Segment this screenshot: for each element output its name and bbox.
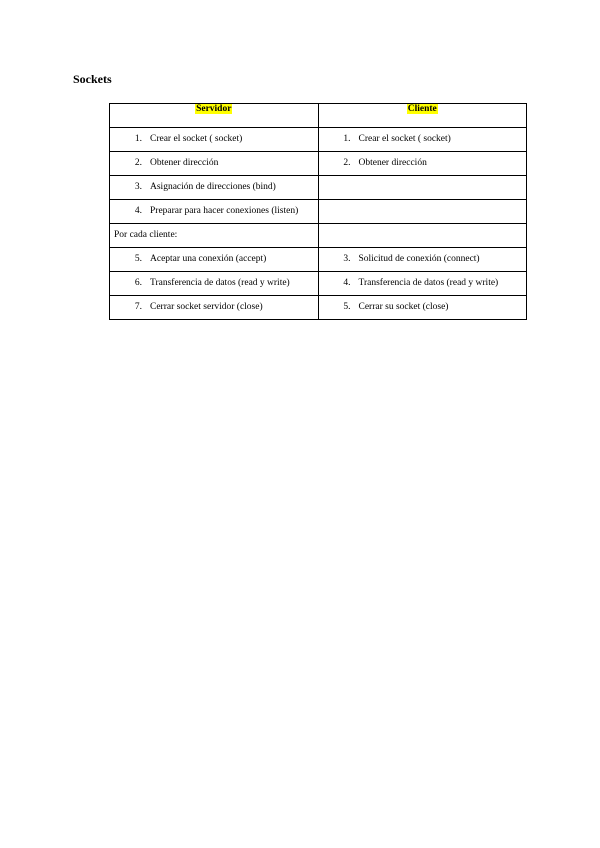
item-text: Crear el socket ( socket) — [358, 134, 451, 144]
server-cell — [110, 272, 319, 296]
item-number: 2. — [134, 158, 142, 168]
header-client-label: Cliente — [407, 104, 437, 114]
item-number: 2. — [343, 158, 351, 168]
table-row — [110, 248, 527, 272]
item-number: 1. — [343, 134, 351, 144]
item-number: 4. — [134, 206, 142, 216]
per-client-note: Por cada cliente: — [114, 230, 178, 240]
header-server-label: Servidor — [196, 104, 232, 114]
item-number: 7. — [134, 302, 142, 312]
client-cell — [318, 248, 527, 272]
item-number: 3. — [343, 254, 351, 264]
item-text: Cerrar su socket (close) — [358, 302, 449, 312]
item-number: 4. — [343, 278, 351, 288]
item-text: Asignación de direcciones (bind) — [150, 182, 276, 192]
item-number: 6. — [134, 278, 142, 288]
item-text: Solicitud de conexión (connect) — [358, 254, 480, 264]
item-text: Obtener dirección — [150, 158, 219, 168]
item-number: 3. — [134, 182, 142, 192]
item-text: Transferencia de datos (read y write) — [150, 278, 290, 288]
item-text: Preparar para hacer conexiones (listen) — [150, 206, 299, 216]
table-row — [110, 296, 527, 320]
item-text: Aceptar una conexión (accept) — [150, 254, 267, 264]
item-text: Transferencia de datos (read y write) — [358, 278, 499, 288]
header-client — [318, 104, 527, 128]
server-cell — [110, 296, 319, 320]
server-cell — [110, 176, 319, 200]
table-row — [110, 224, 527, 248]
header-server — [110, 104, 319, 128]
server-note-cell — [110, 224, 319, 248]
table-header-row — [110, 104, 527, 128]
client-cell — [318, 272, 527, 296]
item-text: Obtener dirección — [358, 158, 427, 168]
server-cell — [110, 248, 319, 272]
sockets-table — [109, 103, 527, 320]
item-number: 5. — [134, 254, 142, 264]
client-cell — [318, 296, 527, 320]
client-cell-empty — [318, 224, 527, 248]
table-row — [110, 176, 527, 200]
server-cell — [110, 128, 319, 152]
item-text: Crear el socket ( socket) — [150, 134, 243, 144]
item-number: 5. — [343, 302, 351, 312]
client-cell-empty — [318, 200, 527, 224]
client-cell — [318, 152, 527, 176]
table-row — [110, 128, 527, 152]
page-title: Sockets — [73, 72, 112, 86]
table-row — [110, 152, 527, 176]
item-number: 1. — [134, 134, 142, 144]
client-cell-empty — [318, 176, 527, 200]
server-cell — [110, 152, 319, 176]
client-cell — [318, 128, 527, 152]
table-row — [110, 272, 527, 296]
table-row — [110, 200, 527, 224]
item-text: Cerrar socket servidor (close) — [150, 302, 263, 312]
server-cell — [110, 200, 319, 224]
